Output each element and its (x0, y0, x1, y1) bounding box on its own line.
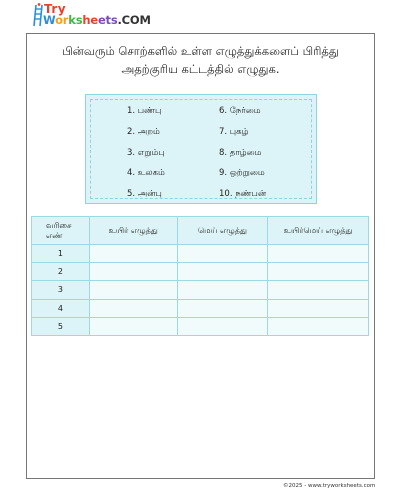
instruction-line-1: பின்வரும் சொற்களில் உள்ள எழுத்துக்களைப் பிரித்து (62, 44, 339, 58)
answer-cell[interactable] (177, 263, 268, 281)
answer-cell[interactable] (177, 299, 268, 317)
answer-cell[interactable] (89, 245, 177, 263)
answer-cell[interactable] (89, 263, 177, 281)
word-item: 6. நேர்மை (219, 106, 261, 116)
word-item: 2. அறம் (127, 126, 160, 137)
table-header-row (32, 217, 369, 245)
word-item: 8. தாழ்மை (219, 147, 262, 158)
answer-cell[interactable] (89, 317, 177, 335)
row-number: 1 (32, 245, 90, 263)
answer-cell[interactable] (177, 281, 268, 299)
row-number: 3 (32, 281, 90, 299)
header-vowel-consonant: உயிர்மெய் எழுத்து (268, 217, 369, 245)
answer-cell[interactable] (268, 299, 369, 317)
word-list-right (219, 101, 266, 205)
answer-table (31, 216, 369, 336)
word-item: 5. அன்பு (127, 189, 162, 200)
table-row (32, 299, 369, 317)
word-item: 4. உலகம் (127, 168, 165, 179)
answer-cell[interactable] (268, 281, 369, 299)
instruction-text (27, 42, 374, 78)
answer-cell[interactable] (177, 317, 268, 335)
answer-cell[interactable] (268, 317, 369, 335)
word-item: 9. ஒற்றுமை (219, 168, 265, 179)
word-item: 1. பண்பு (127, 106, 162, 116)
logo-worksheets-text: Worksheets.COM (43, 13, 151, 27)
footer-copyright: ©2025 - www.tryworksheets.com (283, 483, 376, 489)
header-vowel: உயிர் எழுத்து (89, 217, 177, 245)
word-item: 3. எறும்பு (127, 147, 165, 158)
answer-cell[interactable] (268, 245, 369, 263)
logo-try-text: Try (44, 2, 67, 16)
worksheet-frame (26, 33, 375, 479)
table-row (32, 245, 369, 263)
header-consonant: மெய் எழுத்து (177, 217, 268, 245)
site-logo (33, 2, 151, 29)
word-item: 10. நண்பன் (219, 189, 267, 200)
word-list-box (85, 94, 317, 204)
answer-cell[interactable] (89, 281, 177, 299)
table-row (32, 317, 369, 335)
row-number: 2 (32, 263, 90, 281)
table-row (32, 281, 369, 299)
instruction-line-2: அதற்குரிய கட்டத்தில் எழுதுக. (121, 62, 280, 76)
table-row (32, 263, 369, 281)
answer-cell[interactable] (268, 263, 369, 281)
row-number: 5 (32, 317, 90, 335)
answer-cell[interactable] (177, 245, 268, 263)
row-number: 4 (32, 299, 90, 317)
word-list-left (127, 101, 165, 205)
header-serial-number: வரிசை எண் (32, 217, 90, 245)
word-item: 7. புகழ் (219, 126, 249, 137)
answer-cell[interactable] (89, 299, 177, 317)
